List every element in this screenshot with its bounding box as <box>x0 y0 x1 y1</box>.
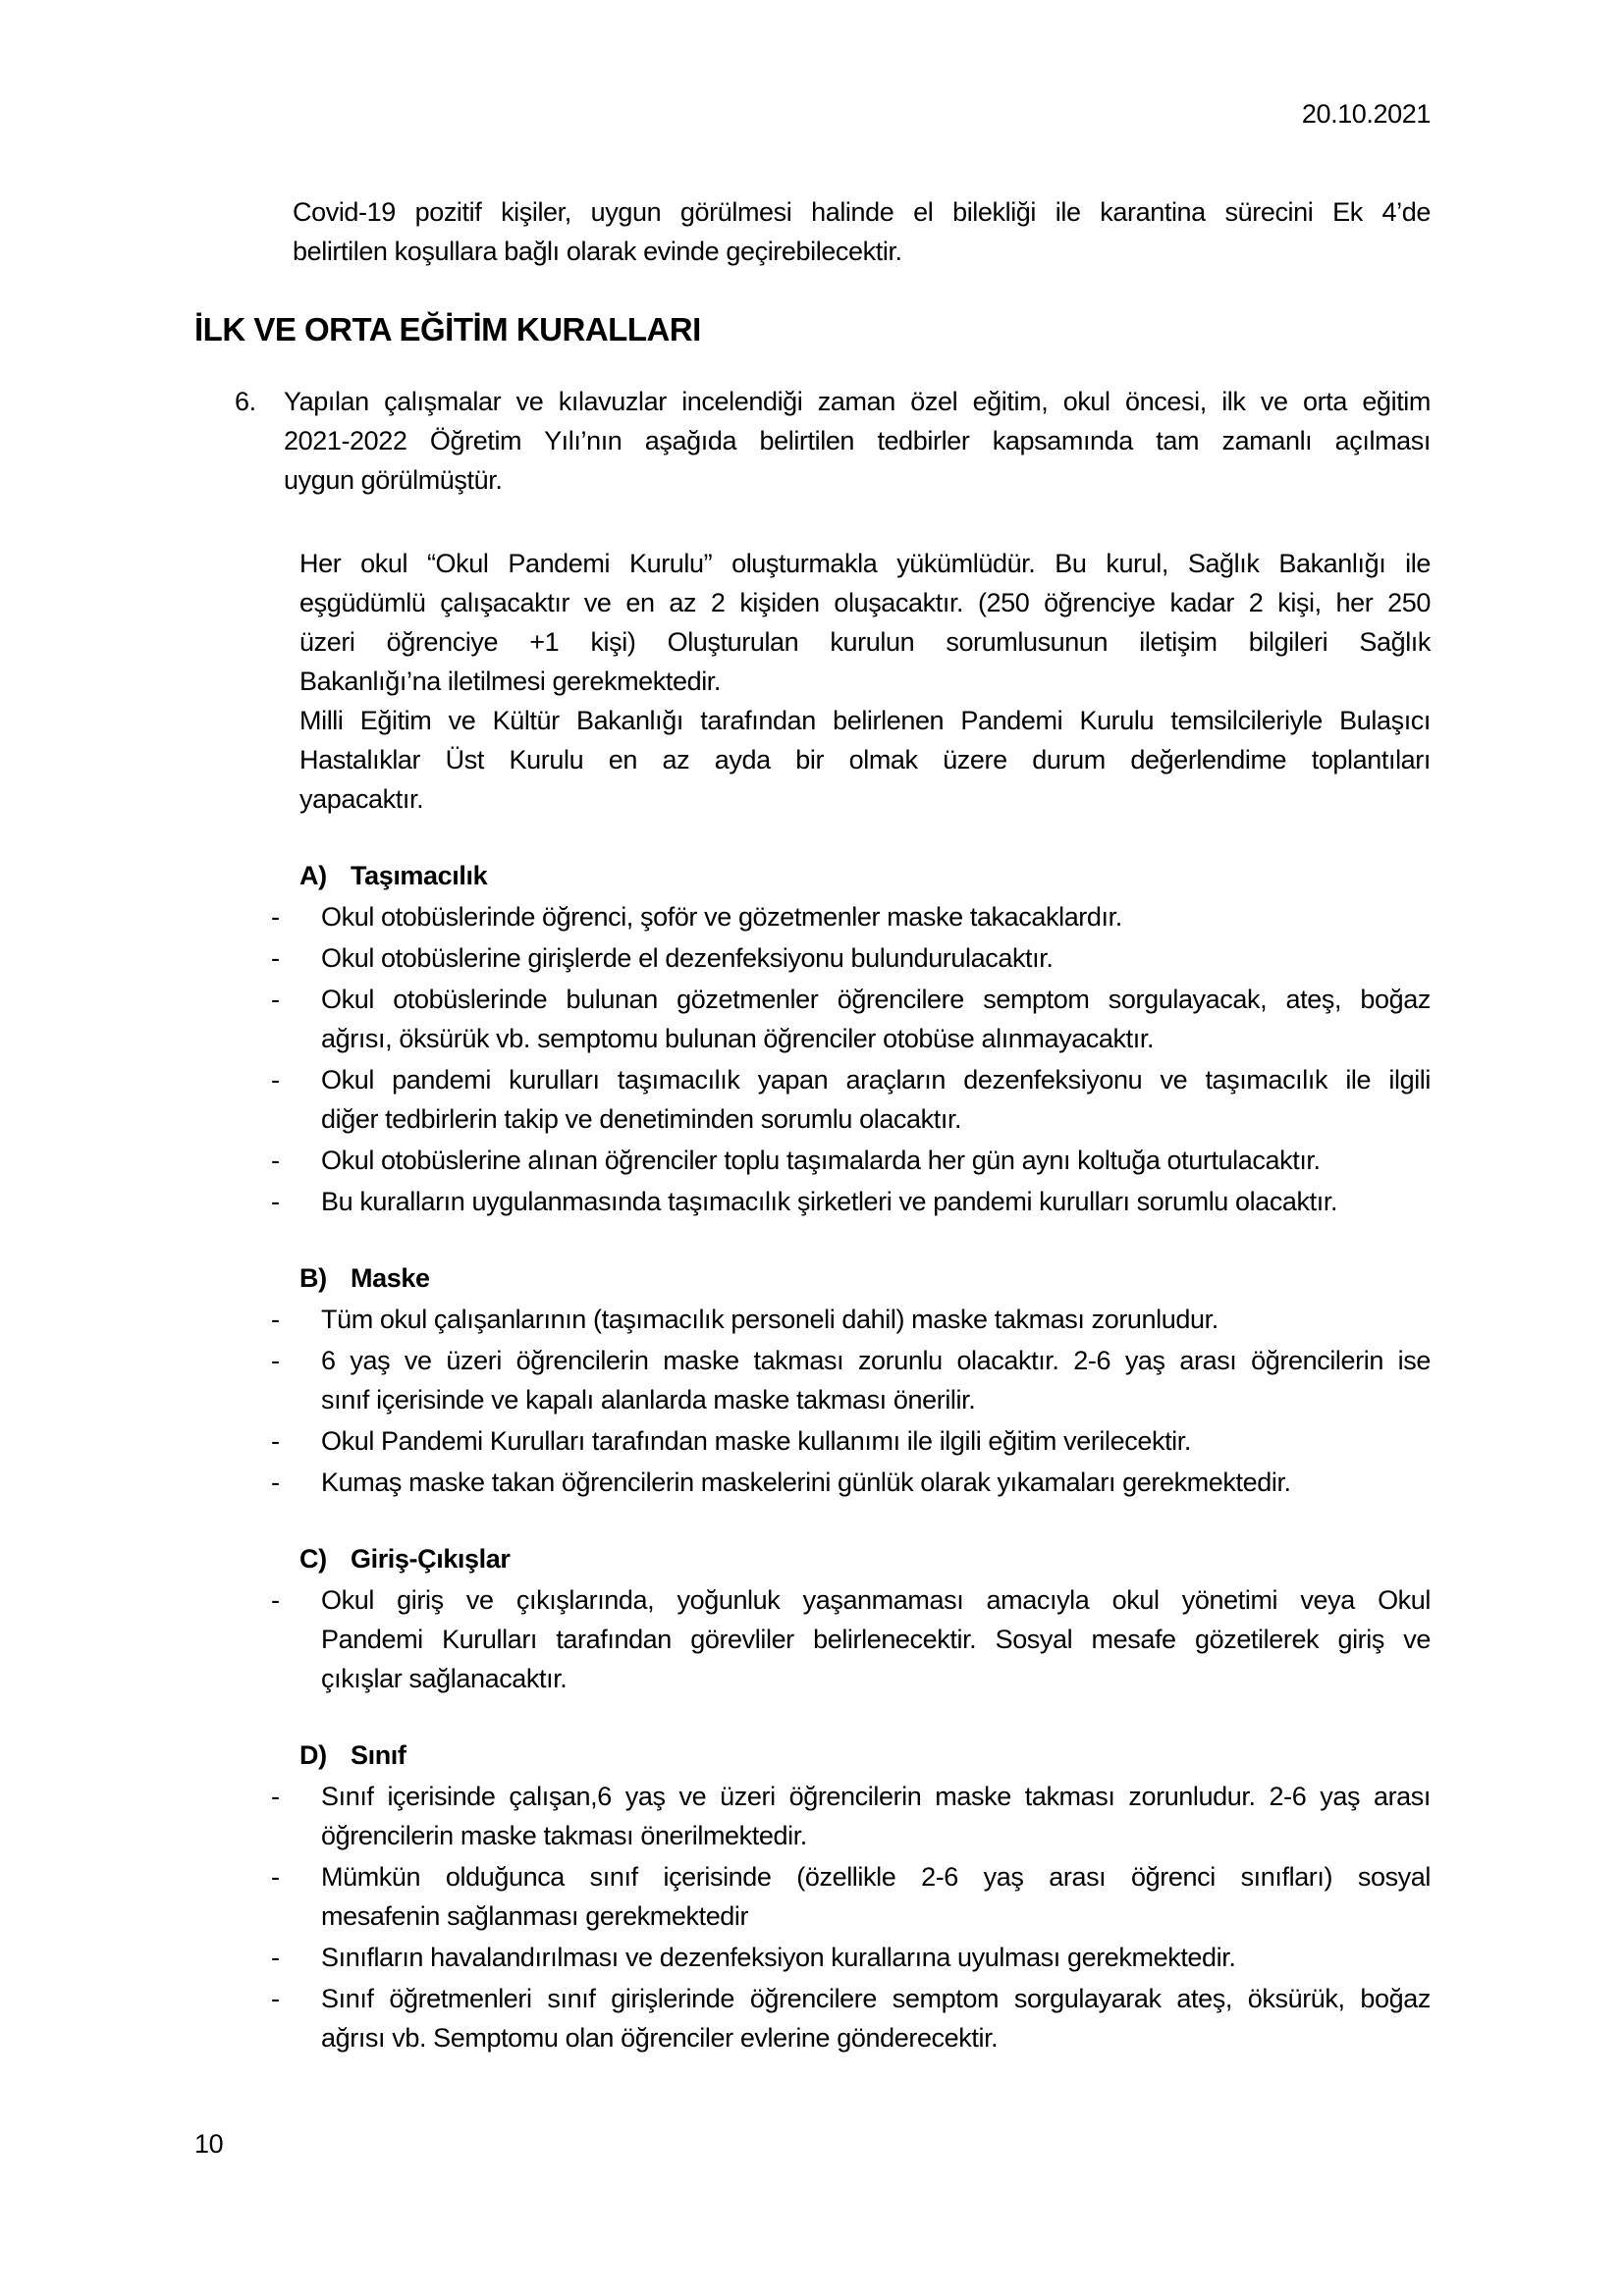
bullet-dash: - <box>271 1346 280 1375</box>
list-item-text <box>321 1857 1431 1936</box>
text-line: Okul otobüslerinde bulunan gözetmenler öğrencilere semptom sorgulayacak, ateş, boğaz <box>321 985 1431 1014</box>
text-line: çıkışlar sağlanacaktır. <box>321 1664 568 1693</box>
list-item <box>271 1421 1431 1461</box>
text-line: 6 yaş ve üzeri öğrencilerin maske takması zorunlu olacaktır. 2-6 yaş arası öğrencilerin ise <box>321 1346 1431 1375</box>
text-line: Sınıf içerisinde çalışan,6 yaş ve üzeri öğrencilerin maske takması zorunludur. 2-6 yaş arası <box>321 1782 1431 1811</box>
bullet-dash: - <box>271 1146 280 1175</box>
text-line: üzeri öğrenciye +1 kişi) Oluşturulan kurulun sorumlusunun iletişim bilgileri Sağlık <box>299 627 1431 657</box>
text-line: Okul Pandemi Kurulları tarafından maske kullanımı ile ilgili eğitim verilecektir. <box>321 1426 1191 1456</box>
list-item <box>271 1060 1431 1139</box>
section-item-list <box>194 1777 1431 2057</box>
text-line: Her okul “Okul Pandemi Kurulu” oluşturmakla yükümlüdür. Bu kurul, Sağlık Bakanlığı ile <box>299 549 1431 578</box>
section-letter: A) <box>299 861 327 890</box>
bullet-dash: - <box>271 1065 280 1095</box>
list-item-text <box>321 1182 1431 1221</box>
list-item-text <box>321 897 1431 936</box>
list-item-text <box>321 1777 1431 1855</box>
section-heading: İLK VE ORTA EĞİTİM KURALLARI <box>194 311 701 347</box>
list-item <box>271 1979 1431 2057</box>
text-line: Okul otobüslerine alınan öğrenciler toplu taşımalarda her gün aynı koltuğa oturtulacaktır. <box>321 1146 1321 1175</box>
bullet-dash: - <box>271 1468 280 1497</box>
section-header <box>299 1539 1431 1578</box>
text-line: Sınıf öğretmenleri sınıf girişlerinde öğrencilere semptom sorgulayarak ateş, öksürük, boğaz <box>321 1984 1431 2013</box>
list-item-text <box>321 1060 1431 1139</box>
list-item-text <box>321 1463 1431 1502</box>
section-item-list <box>194 897 1431 1221</box>
text-line: Pandemi Kurulları tarafından görevliler belirlenecektir. Sosyal mesafe gözetilerek giriş ve <box>321 1625 1431 1654</box>
list-item-text <box>321 1421 1431 1461</box>
item-number: 6. <box>235 387 256 416</box>
text-line: Covid-19 pozitif kişiler, uygun görülmesi halinde el bilekliği ile karantina sürecini Ek 4’de <box>293 197 1431 227</box>
item-body <box>284 382 1431 500</box>
section-title: Maske <box>351 1263 430 1293</box>
text-line: Bu kuralların uygulanmasında taşımacılık şirketleri ve pandemi kurulları sorumlu olacaktır. <box>321 1187 1338 1216</box>
section-title: Taşımacılık <box>351 861 488 890</box>
section-letter: B) <box>299 1263 327 1293</box>
text-line: Tüm okul çalışanlarının (taşımacılık personeli dahil) maske takması zorunludur. <box>321 1305 1218 1334</box>
section-item-list <box>194 1580 1431 1698</box>
text-line: eşgüdümlü çalışacaktır ve en az 2 kişiden oluşacaktır. (250 öğrenciye kadar 2 kişi, her 250 <box>299 588 1431 617</box>
text-line: Okul giriş ve çıkışlarında, yoğunluk yaşanmaması amacıyla okul yönetimi veya Okul <box>321 1585 1431 1615</box>
text-line: Okul pandemi kurulları taşımacılık yapan araçların dezenfeksiyonu ve taşımacılık ile ilgili <box>321 1065 1431 1095</box>
text-line: Hastalıklar Üst Kurulu en az ayda bir olmak üzere durum değerlendime toplantıları <box>299 745 1431 774</box>
bullet-dash: - <box>271 902 280 932</box>
text-line: Yapılan çalışmalar ve kılavuzlar incelendiği zaman özel eğitim, okul öncesi, ilk ve orta eğitim <box>284 387 1431 416</box>
list-item-text <box>321 1341 1431 1419</box>
list-item <box>271 1580 1431 1698</box>
text-line: Milli Eğitim ve Kültür Bakanlığı tarafından belirlenen Pandemi Kurulu temsilcileriyle Bulaşıcı <box>299 706 1431 735</box>
page-number: 10 <box>194 2129 224 2159</box>
text-line: öğrencilerin maske takması önerilmektedir. <box>321 1821 807 1850</box>
section-letter: D) <box>299 1740 327 1770</box>
text-line: belirtilen koşullara bağlı olarak evinde geçirebilecektir. <box>293 237 902 266</box>
bullet-dash: - <box>271 943 280 973</box>
bullet-dash: - <box>271 1187 280 1216</box>
text-line: yapacaktır. <box>299 784 424 814</box>
section-giris-cikislar <box>194 1539 1431 1698</box>
list-item-text <box>321 1141 1431 1180</box>
document-date: 20.10.2021 <box>1301 99 1431 129</box>
bullet-dash: - <box>271 1782 280 1811</box>
intro-paragraph <box>293 192 1431 271</box>
bullet-dash: - <box>271 1984 280 2013</box>
list-item-text <box>321 1300 1431 1339</box>
bullet-dash: - <box>271 985 280 1014</box>
section-title: Giriş-Çıkışlar <box>351 1544 511 1574</box>
list-item <box>271 980 1431 1058</box>
text-line: sınıf içerisinde ve kapalı alanlarda maske takması önerilir. <box>321 1385 976 1415</box>
numbered-item-6 <box>235 382 1431 500</box>
list-item <box>271 1300 1431 1339</box>
section-title: Sınıf <box>351 1740 406 1770</box>
list-item <box>271 1938 1431 1977</box>
list-item-text <box>321 938 1431 978</box>
list-item-text <box>321 980 1431 1058</box>
bullet-dash: - <box>271 1305 280 1334</box>
pandemi-kurulu-paragraph <box>299 544 1431 701</box>
list-item <box>271 1463 1431 1502</box>
text-line: mesafenin sağlanması gerekmektedir <box>321 1901 749 1931</box>
bullet-dash: - <box>271 1943 280 1972</box>
list-item <box>271 938 1431 978</box>
list-item-text <box>321 1979 1431 2057</box>
section-header <box>299 1258 1431 1298</box>
text-line: Mümkün olduğunca sınıf içerisinde (özellikle 2-6 yaş arası öğrenci sınıfları) sosyal <box>321 1862 1431 1892</box>
bullet-dash: - <box>271 1426 280 1456</box>
bullet-dash: - <box>271 1862 280 1892</box>
list-item-text <box>321 1938 1431 1977</box>
text-line: 2021-2022 Öğretim Yılı’nın aşağıda belirtilen tedbirler kapsamında tam zamanlı açılması <box>284 426 1431 455</box>
text-line: Kumaş maske takan öğrencilerin maskelerini günlük olarak yıkamaları gerekmektedir. <box>321 1468 1291 1497</box>
list-item <box>271 1777 1431 1855</box>
section-item-list <box>194 1300 1431 1502</box>
text-line: Okul otobüslerinde öğrenci, şoför ve gözetmenler maske takacaklardır. <box>321 902 1122 932</box>
section-letter: C) <box>299 1544 327 1574</box>
text-line: uygun görülmüştür. <box>284 465 503 495</box>
list-item <box>271 897 1431 936</box>
list-item <box>271 1341 1431 1419</box>
section-sinif <box>194 1735 1431 2057</box>
text-line: Sınıfların havalandırılması ve dezenfeksiyon kurallarına uyulması gerekmektedir. <box>321 1943 1236 1972</box>
text-line: ağrısı, öksürük vb. semptomu bulunan öğrenciler otobüse alınmayacaktır. <box>321 1024 1155 1053</box>
list-item <box>271 1857 1431 1936</box>
list-item-text <box>321 1580 1431 1698</box>
section-tasimacilik <box>194 856 1431 1221</box>
text-line: ağrısı vb. Semptomu olan öğrenciler evlerine gönderecektir. <box>321 2023 999 2053</box>
list-item <box>271 1141 1431 1180</box>
list-item <box>271 1182 1431 1221</box>
section-maske <box>194 1258 1431 1502</box>
text-line: Okul otobüslerine girişlerde el dezenfeksiyonu bulundurulacaktır. <box>321 943 1054 973</box>
text-line: diğer tedbirlerin takip ve denetiminden sorumlu olacaktır. <box>321 1104 962 1134</box>
section-header <box>299 856 1431 895</box>
section-header <box>299 1735 1431 1775</box>
text-line: Bakanlığı’na iletilmesi gerekmektedir. <box>299 667 722 696</box>
pandemi-toplanti-paragraph <box>299 701 1431 819</box>
bullet-dash: - <box>271 1585 280 1615</box>
